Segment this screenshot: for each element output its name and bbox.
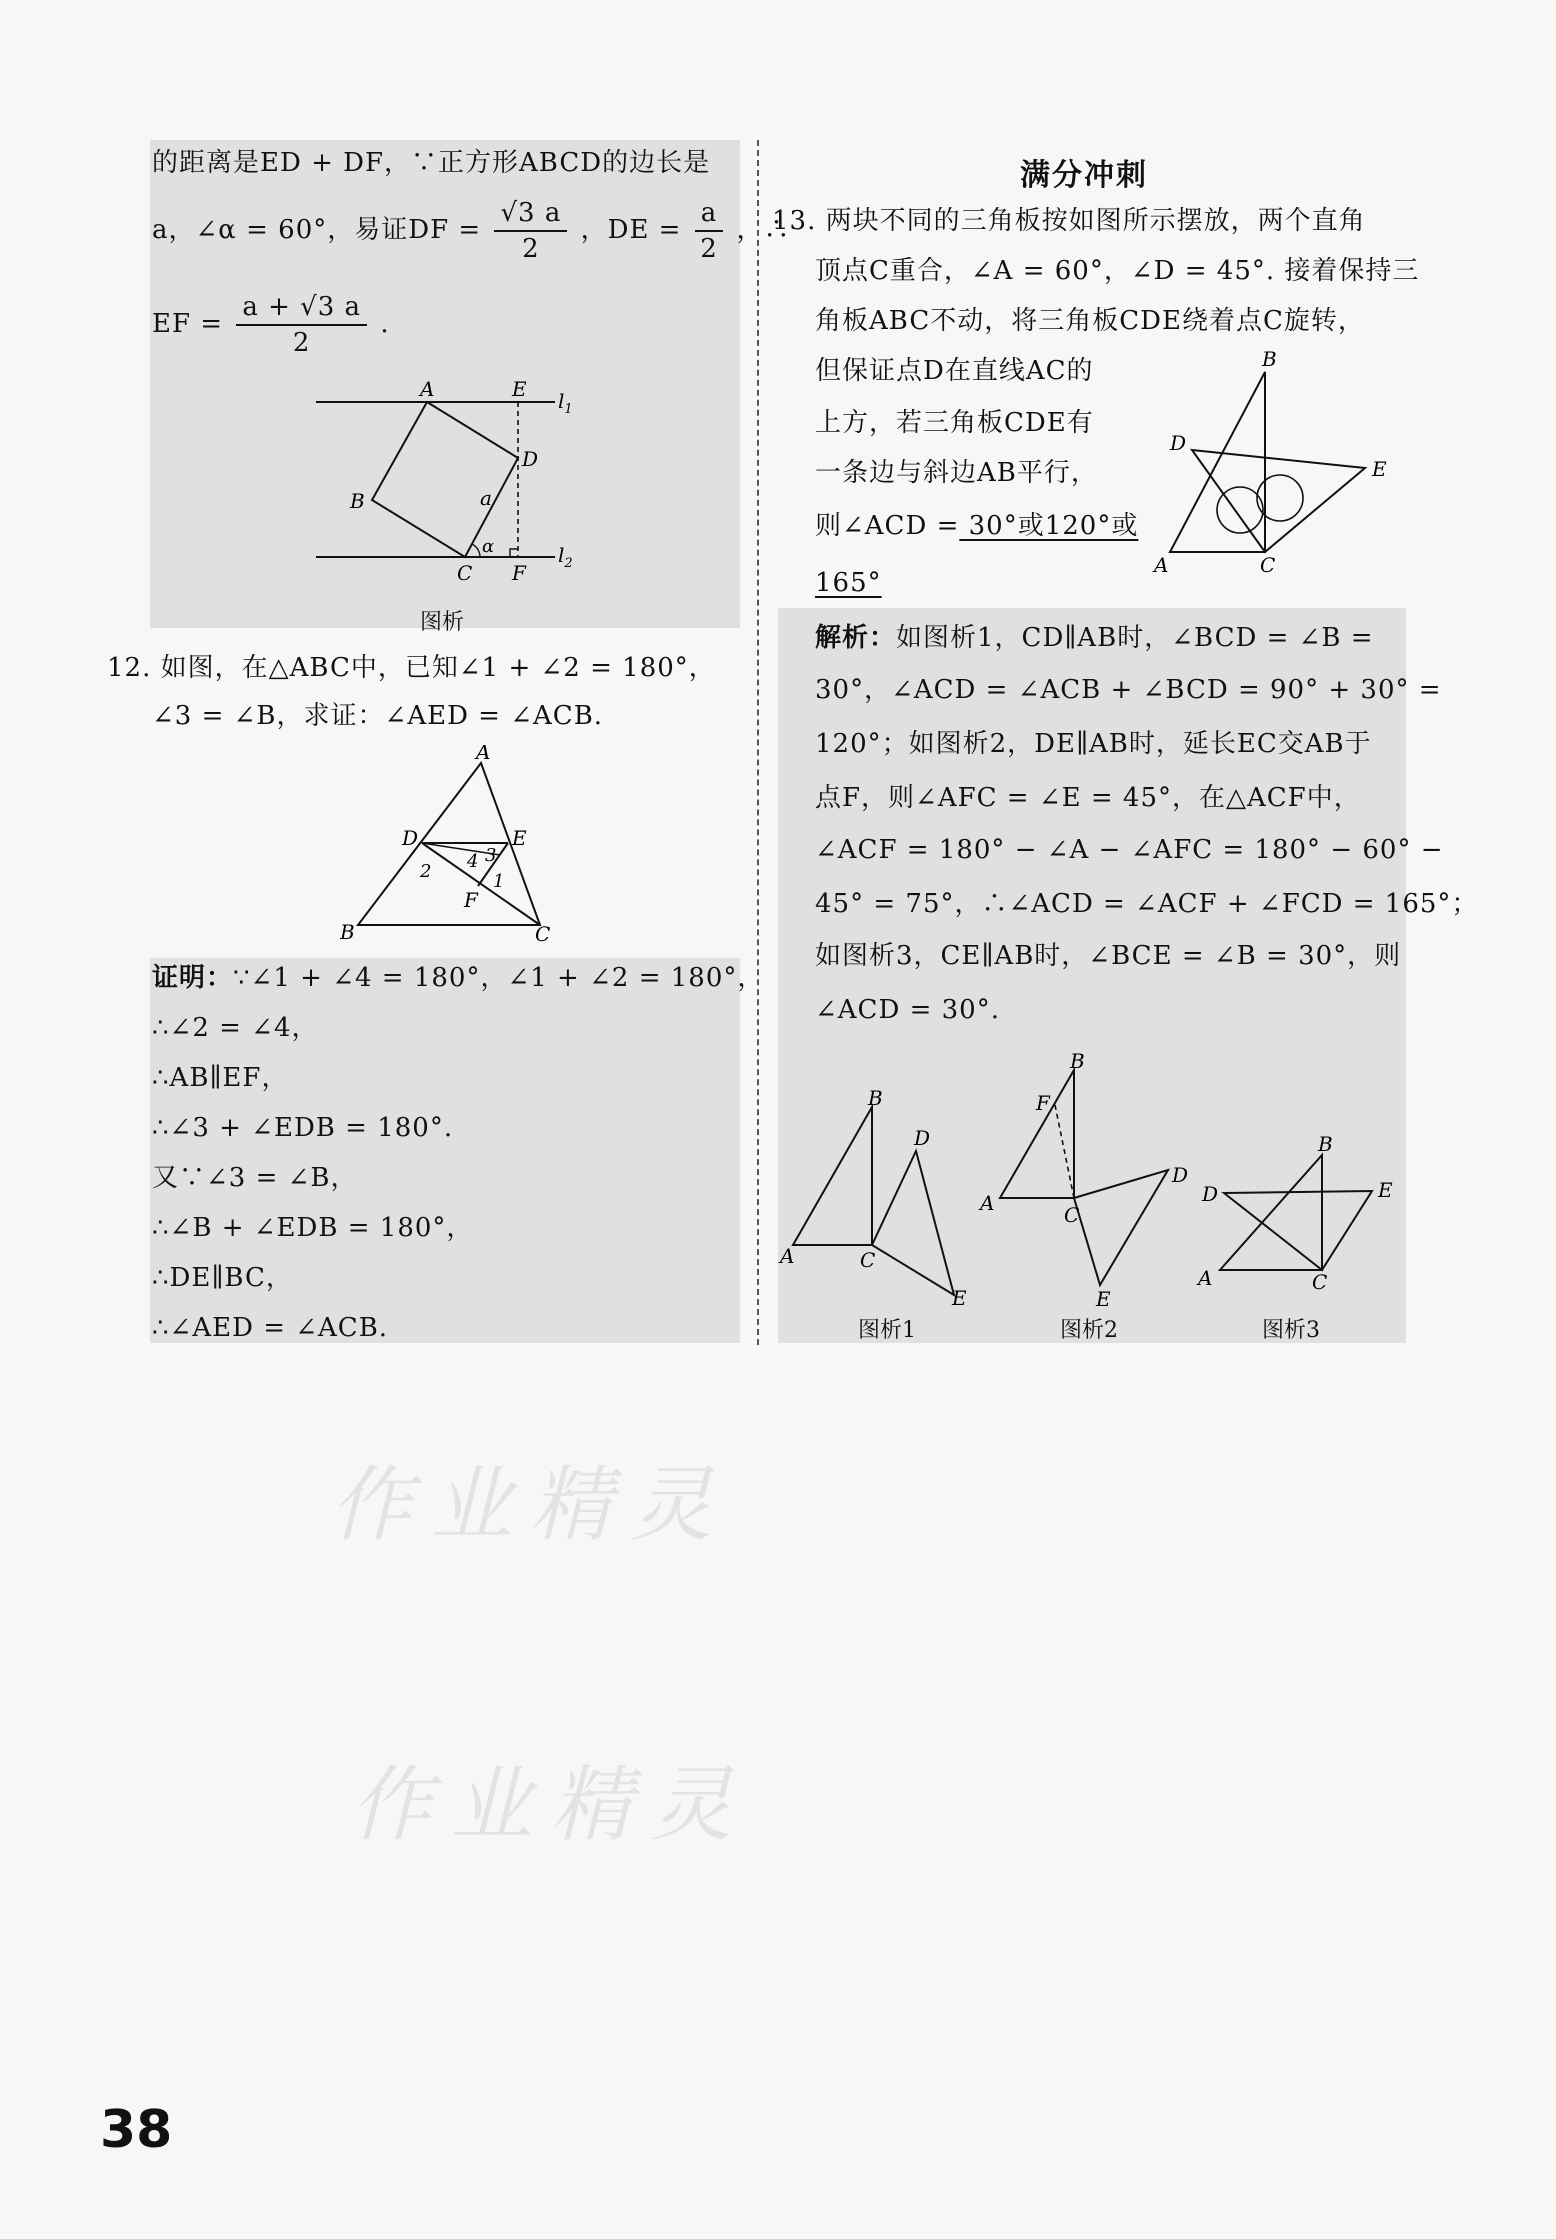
square-abcd <box>372 402 518 557</box>
fraction-ef-num: a + √3 a <box>236 290 367 326</box>
fa1-label-B: B <box>868 1086 883 1110</box>
fraction-df-den: 2 <box>522 234 540 264</box>
fa2-label-B: B <box>1070 1050 1085 1073</box>
answer-blank-1: 30°或120°或 <box>959 511 1139 541</box>
fig11-label-l2-sub: 2 <box>564 556 573 571</box>
fa1-label-E: E <box>952 1286 967 1310</box>
p11-line-2 <box>152 196 791 266</box>
p11-line-3 <box>152 290 390 360</box>
section-title: 满分冲刺 <box>1020 158 1148 193</box>
fa2-label-E: E <box>1096 1287 1111 1310</box>
q13-line-5: 上方，若三角板CDE有 <box>815 408 1094 438</box>
fig12-label-3: 3 <box>485 845 497 866</box>
fa1-label-A: A <box>780 1244 795 1268</box>
fa1-triangle-abc <box>793 1107 872 1245</box>
analysis-line-2: 30°，∠ACD = ∠ACB + ∠BCD = 90° + 30° = <box>815 675 1442 705</box>
fraction-df <box>494 196 567 266</box>
figure-analysis-3 <box>1190 1135 1410 1295</box>
fig12-label-4: 4 <box>467 851 479 872</box>
figure-12 <box>340 745 570 945</box>
fa3-label-C: C <box>1312 1270 1328 1294</box>
fa1-label-D: D <box>914 1126 931 1150</box>
p11-line-2-a: a，∠α = 60°，易证DF = <box>152 215 482 245</box>
q12-line-2: ∠3 = ∠B，求证：∠AED = ∠ACB. <box>152 701 604 731</box>
fig12-label-B: B <box>340 920 355 944</box>
fa3-label-E: E <box>1378 1178 1393 1202</box>
angle-circle-1 <box>1217 487 1263 533</box>
fraction-de <box>695 196 724 266</box>
column-divider <box>757 140 759 1345</box>
fraction-ef <box>236 290 367 360</box>
caption-fig-analysis-2: 图析2 <box>1060 1318 1118 1343</box>
fig11-label-A: A <box>420 377 435 401</box>
watermark: 作业精灵 <box>350 1758 750 1853</box>
analysis-line-1 <box>815 620 1374 656</box>
fa2-label-F: F <box>1036 1091 1050 1115</box>
fig11-label-C: C <box>457 561 473 585</box>
fig12-label-A: A <box>476 745 491 764</box>
analysis-text-0: 如图析1，CD∥AB时，∠BCD = ∠B = <box>896 623 1374 653</box>
answer-blank-2: 165° <box>815 568 882 598</box>
fraction-de-num: a <box>695 196 724 232</box>
fraction-df-num: √3 a <box>494 196 567 232</box>
fig12-label-E: E <box>512 826 527 850</box>
proof-line-7: ∴DE∥BC， <box>152 1263 293 1293</box>
fa3-label-B: B <box>1318 1135 1333 1156</box>
fig13-label-A: A <box>1154 553 1169 577</box>
fig12-label-C: C <box>535 922 551 945</box>
fig13-label-C: C <box>1260 553 1276 577</box>
analysis-line-4: 点F，则∠AFC = ∠E = 45°，在△ACF中， <box>815 783 1361 813</box>
analysis-line-7: 如图析3，CE∥AB时，∠BCE = ∠B = 30°，则 <box>815 941 1402 971</box>
triangle-cde-13 <box>1192 450 1365 552</box>
fig13-label-D: D <box>1170 431 1187 455</box>
proof-line-1 <box>152 960 764 996</box>
fig11-label-l2 <box>558 543 573 571</box>
q13-line-2: 顶点C重合，∠A = 60°，∠D = 45°. 接着保持三 <box>815 256 1420 286</box>
fa2-label-D: D <box>1172 1163 1189 1187</box>
angle-alpha-arc <box>472 544 480 557</box>
proof-head: 证明： <box>152 963 234 993</box>
fig11-label-E: E <box>512 377 527 401</box>
fa3-label-A: A <box>1198 1266 1213 1290</box>
figure-11 <box>300 370 600 585</box>
analysis-line-6: 45° = 75°，∴∠ACD = ∠ACF + ∠FCD = 165°； <box>815 889 1479 919</box>
fa2-label-A: A <box>980 1191 995 1215</box>
fig11-label-l1 <box>558 389 573 417</box>
angle-circle-2 <box>1257 475 1303 521</box>
q13-line-8 <box>815 565 882 601</box>
segment-dc <box>422 843 540 925</box>
proof-line-2: ∴∠2 = ∠4， <box>152 1013 319 1043</box>
fa2-label-C: C <box>1064 1203 1080 1227</box>
q13-line-1: 13. 两块不同的三角板按如图所示摆放，两个直角 <box>772 206 1366 236</box>
caption-fig-analysis-3: 图析3 <box>1262 1318 1320 1343</box>
proof-line-4: ∴∠3 + ∠EDB = 180°. <box>152 1113 454 1143</box>
figure-13 <box>1150 350 1400 580</box>
q13-line-3: 角板ABC不动，将三角板CDE绕着点C旋转， <box>815 306 1365 336</box>
figure-analysis-2 <box>970 1050 1200 1310</box>
caption-fig11: 图析 <box>420 610 465 635</box>
fig12-label-1: 1 <box>493 871 505 892</box>
page-number: 38 <box>100 2100 173 2160</box>
fig11-label-alpha: α <box>482 536 495 557</box>
proof-line-3: ∴AB∥EF， <box>152 1063 289 1093</box>
q13-line-6: 一条边与斜边AB平行， <box>815 458 1098 488</box>
fig11-label-a: a <box>480 486 492 510</box>
proof-line-5: 又∵∠3 = ∠B， <box>152 1163 358 1193</box>
analysis-line-5: ∠ACF = 180° − ∠A − ∠AFC = 180° − 60° − <box>815 835 1444 865</box>
q13-line-4: 但保证点D在直线AC的 <box>815 356 1094 386</box>
fig13-label-E: E <box>1372 457 1387 481</box>
fig12-label-D: D <box>402 826 419 850</box>
caption-fig-analysis-1: 图析1 <box>858 1318 916 1343</box>
right-angle-f <box>510 549 518 557</box>
watermark: 作业精灵 <box>330 1458 730 1553</box>
q13-line-7 <box>815 508 1138 544</box>
fa1-label-C: C <box>860 1248 876 1272</box>
q13-line-7-a: 则∠ACD = <box>815 511 960 541</box>
fig11-label-D: D <box>522 447 539 471</box>
fig13-label-B: B <box>1262 350 1277 371</box>
q12-line-1: 12. 如图，在△ABC中，已知∠1 + ∠2 = 180°， <box>107 653 716 683</box>
proof-text-0: ∵∠1 + ∠4 = 180°，∠1 + ∠2 = 180°， <box>233 963 765 993</box>
p11-line-2-c: ，∴ <box>736 215 791 245</box>
fa3-triangle-cde <box>1224 1191 1372 1270</box>
fig12-label-2: 2 <box>420 861 432 882</box>
analysis-line-3: 120°；如图析2，DE∥AB时，延长EC交AB于 <box>815 729 1372 759</box>
triangle-abc-13 <box>1170 372 1265 552</box>
fa1-triangle-cde <box>872 1151 954 1295</box>
p11-line-2-b: ，DE = <box>580 215 682 245</box>
fig11-label-B: B <box>350 489 365 513</box>
proof-line-8: ∴∠AED = ∠ACB. <box>152 1313 389 1343</box>
analysis-head: 解析： <box>815 623 897 653</box>
figure-analysis-1 <box>778 1085 978 1310</box>
p11-line-3-a: EF = <box>152 309 224 339</box>
fa2-triangle-cde <box>1074 1170 1168 1285</box>
fraction-ef-den: 2 <box>292 328 311 358</box>
fa2-triangle-abc <box>1000 1070 1074 1198</box>
fa3-label-D: D <box>1202 1182 1219 1206</box>
fig11-label-l1-text: l <box>558 389 565 413</box>
p11-line-3-b: . <box>380 309 390 339</box>
p11-line-1: 的距离是ED + DF，∵正方形ABCD的边长是 <box>152 148 711 178</box>
fig11-label-l1-sub: 1 <box>564 402 573 417</box>
fa3-triangle-abc <box>1220 1155 1322 1270</box>
analysis-line-8: ∠ACD = 30°. <box>815 995 1000 1025</box>
proof-line-6: ∴∠B + ∠EDB = 180°， <box>152 1213 474 1243</box>
fig11-label-l2-text: l <box>558 543 565 567</box>
fig11-label-F: F <box>512 561 526 585</box>
fraction-de-den: 2 <box>700 234 718 264</box>
fa2-dashed-cf <box>1055 1105 1074 1198</box>
fig12-label-F: F <box>464 888 478 912</box>
